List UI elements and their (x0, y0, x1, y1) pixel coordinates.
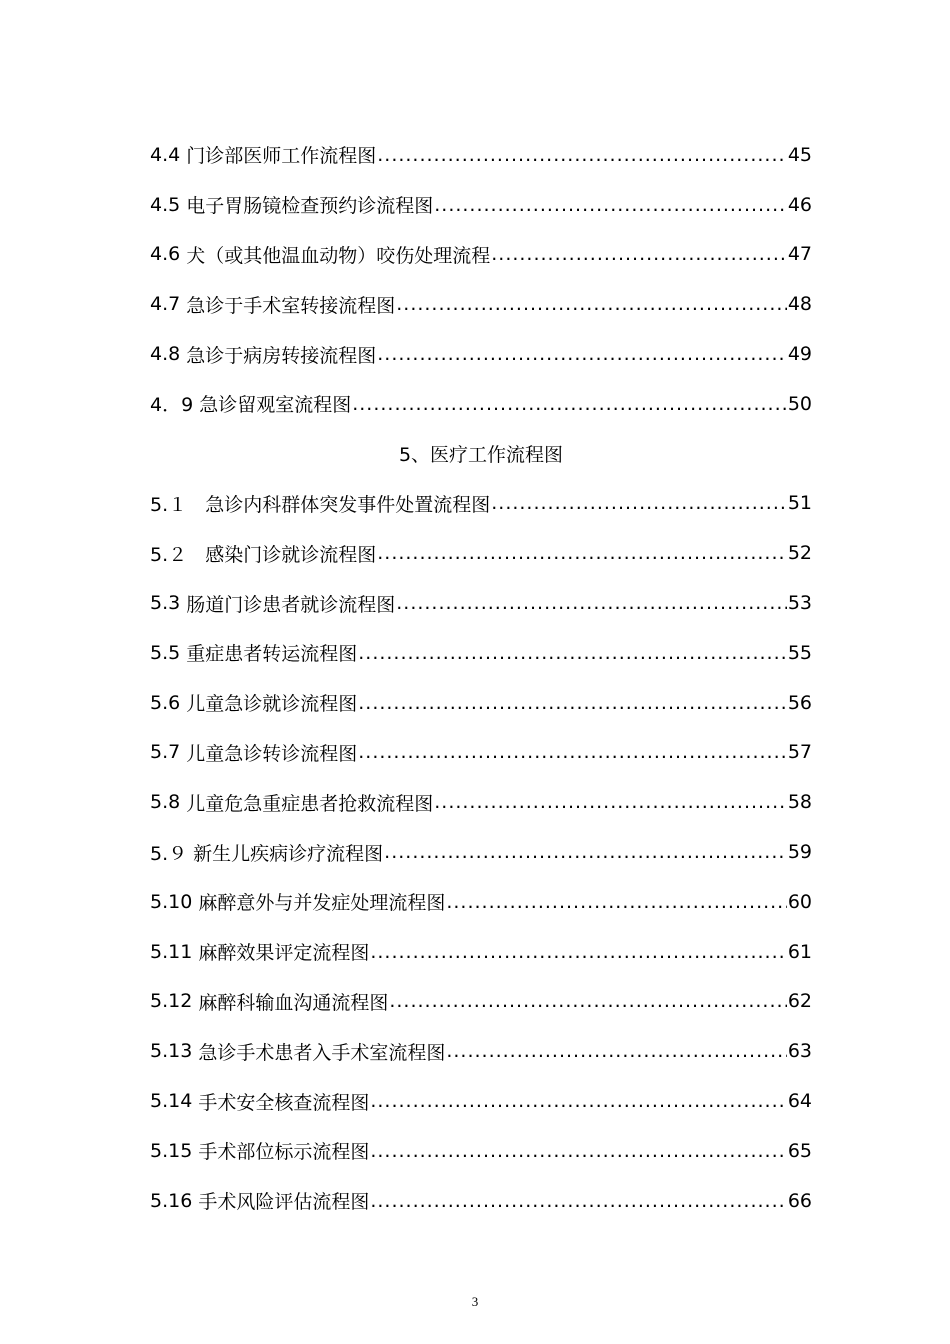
toc-entry-page: 45 (787, 143, 812, 166)
toc-entry-page: 53 (787, 592, 812, 615)
toc-leader-dots (377, 542, 787, 564)
toc-entry-title: 手术风险评估流程图 (198, 1191, 370, 1214)
toc-entry-title: 急诊于手术室转接流程图 (186, 294, 396, 317)
toc-leader-dots (352, 393, 787, 415)
toc-entry-title: 儿童危急重症患者抢救流程图 (186, 792, 434, 815)
toc-entry-number: 5.13 (150, 1040, 193, 1063)
toc-entry-page: 63 (787, 1040, 812, 1063)
toc-leader-dots (370, 1090, 786, 1112)
section-heading: 5、医疗工作流程图 (398, 444, 564, 467)
toc-entry-page: 46 (787, 193, 812, 216)
table-of-contents (150, 130, 812, 1226)
toc-leader-dots (358, 741, 787, 763)
toc-leader-dots (370, 1140, 786, 1162)
toc-entry[interactable] (150, 279, 812, 329)
toc-entry-page: 57 (787, 741, 812, 764)
toc-entry-title: 儿童急诊转诊流程图 (186, 742, 358, 765)
toc-entry-number: 5.２ (150, 543, 188, 566)
toc-entry-title: 感染门诊就诊流程图 (193, 543, 377, 566)
toc-entry-page: 48 (787, 293, 812, 316)
toc-entry-number: 5.3 (150, 592, 181, 615)
toc-entry[interactable] (150, 1126, 812, 1176)
toc-leader-dots (434, 194, 787, 216)
toc-entry-number: 5.９ (150, 842, 188, 865)
toc-entry-title: 急诊内科群体突发事件处置流程图 (193, 493, 491, 516)
toc-entry-title: 麻醉意外与并发症处理流程图 (198, 892, 446, 915)
toc-entry-page: 52 (787, 542, 812, 565)
toc-entry-title: 肠道门诊患者就诊流程图 (186, 593, 396, 616)
toc-entry-number: 5.１ (150, 493, 188, 516)
toc-entry-page: 60 (787, 890, 812, 913)
toc-entry-page: 62 (787, 990, 812, 1013)
toc-entry[interactable] (150, 379, 812, 429)
toc-entry-title: 儿童急诊就诊流程图 (186, 693, 358, 716)
toc-entry[interactable] (150, 728, 812, 778)
toc-leader-dots (446, 891, 786, 913)
toc-entry[interactable] (150, 578, 812, 628)
toc-leader-dots (434, 791, 787, 813)
toc-group-4 (150, 130, 812, 429)
toc-entry-title: 犬（或其他温血动物）咬伤处理流程 (186, 244, 491, 267)
toc-entry-number: 4.6 (150, 243, 181, 266)
toc-entry-number: 5.6 (150, 691, 181, 714)
toc-entry-page: 50 (787, 392, 812, 415)
toc-entry[interactable] (150, 877, 812, 927)
toc-entry-title: 麻醉效果评定流程图 (198, 942, 370, 965)
toc-entry[interactable] (150, 528, 812, 578)
toc-entry-title: 新生儿疾病诊疗流程图 (193, 842, 384, 865)
toc-entry[interactable] (150, 1026, 812, 1076)
toc-leader-dots (358, 642, 787, 664)
toc-entry-number: 5.11 (150, 940, 193, 963)
toc-leader-dots (446, 1040, 786, 1062)
toc-entry[interactable] (150, 1076, 812, 1126)
toc-leader-dots (491, 243, 787, 265)
toc-entry[interactable] (150, 827, 812, 877)
toc-leader-dots (358, 692, 787, 714)
toc-entry-title: 电子胃肠镜检查预约诊流程图 (186, 195, 434, 218)
toc-entry-number: 5.5 (150, 641, 181, 664)
toc-entry-page: 65 (787, 1139, 812, 1162)
toc-entry-page: 55 (787, 641, 812, 664)
toc-entry-number: 5.14 (150, 1090, 193, 1113)
toc-entry-page: 66 (787, 1189, 812, 1212)
toc-entry-number: 5.10 (150, 890, 193, 913)
toc-entry-number: 5.16 (150, 1189, 193, 1212)
toc-entry[interactable] (150, 230, 812, 280)
toc-entry-title: 手术安全核查流程图 (198, 1091, 370, 1114)
toc-leader-dots (370, 941, 786, 963)
page-number: 3 (471, 1294, 479, 1309)
toc-entry[interactable] (150, 329, 812, 379)
toc-entry[interactable] (150, 628, 812, 678)
toc-entry-number: 5.8 (150, 791, 181, 814)
toc-leader-dots (389, 990, 786, 1012)
toc-entry[interactable] (150, 180, 812, 230)
toc-entry-title: 手术部位标示流程图 (198, 1141, 370, 1164)
toc-entry[interactable] (150, 1176, 812, 1226)
toc-entry-title: 急诊于病房转接流程图 (186, 344, 377, 367)
toc-leader-dots (377, 343, 787, 365)
toc-entry-title: 麻醉科输血沟通流程图 (198, 991, 389, 1014)
toc-entry-number: 4.7 (150, 293, 181, 316)
toc-entry-number: 4.5 (150, 193, 181, 216)
toc-entry-number: 5.12 (150, 990, 193, 1013)
toc-leader-dots (384, 841, 787, 863)
toc-group-5 (150, 479, 812, 1226)
toc-entry-number: 4.4 (150, 143, 181, 166)
toc-leader-dots (491, 492, 787, 514)
toc-entry[interactable] (150, 479, 812, 529)
toc-entry-number: 5.7 (150, 741, 181, 764)
toc-entry-title: 急诊留观室流程图 (199, 394, 352, 417)
toc-entry-number: 4．9 (150, 394, 194, 417)
toc-entry[interactable] (150, 130, 812, 180)
toc-entry-title: 门诊部医师工作流程图 (186, 145, 377, 168)
toc-entry-page: 64 (787, 1090, 812, 1113)
toc-entry-page: 51 (787, 492, 812, 515)
toc-leader-dots (370, 1190, 786, 1212)
toc-entry[interactable] (150, 977, 812, 1027)
toc-entry-page: 49 (787, 343, 812, 366)
toc-leader-dots (377, 144, 787, 166)
toc-entry[interactable] (150, 927, 812, 977)
toc-entry-page: 56 (787, 691, 812, 714)
toc-entry-page: 59 (787, 841, 812, 864)
toc-entry[interactable] (150, 777, 812, 827)
toc-entry-number: 4.8 (150, 343, 181, 366)
toc-leader-dots (396, 293, 787, 315)
toc-entry-page: 47 (787, 243, 812, 266)
toc-entry[interactable] (150, 678, 812, 728)
toc-entry-page: 58 (787, 791, 812, 814)
toc-leader-dots (396, 592, 787, 614)
toc-entry-number: 5.15 (150, 1139, 193, 1162)
toc-entry-title: 重症患者转运流程图 (186, 643, 358, 666)
toc-entry-title: 急诊手术患者入手术室流程图 (198, 1041, 446, 1064)
toc-entry-page: 61 (787, 940, 812, 963)
